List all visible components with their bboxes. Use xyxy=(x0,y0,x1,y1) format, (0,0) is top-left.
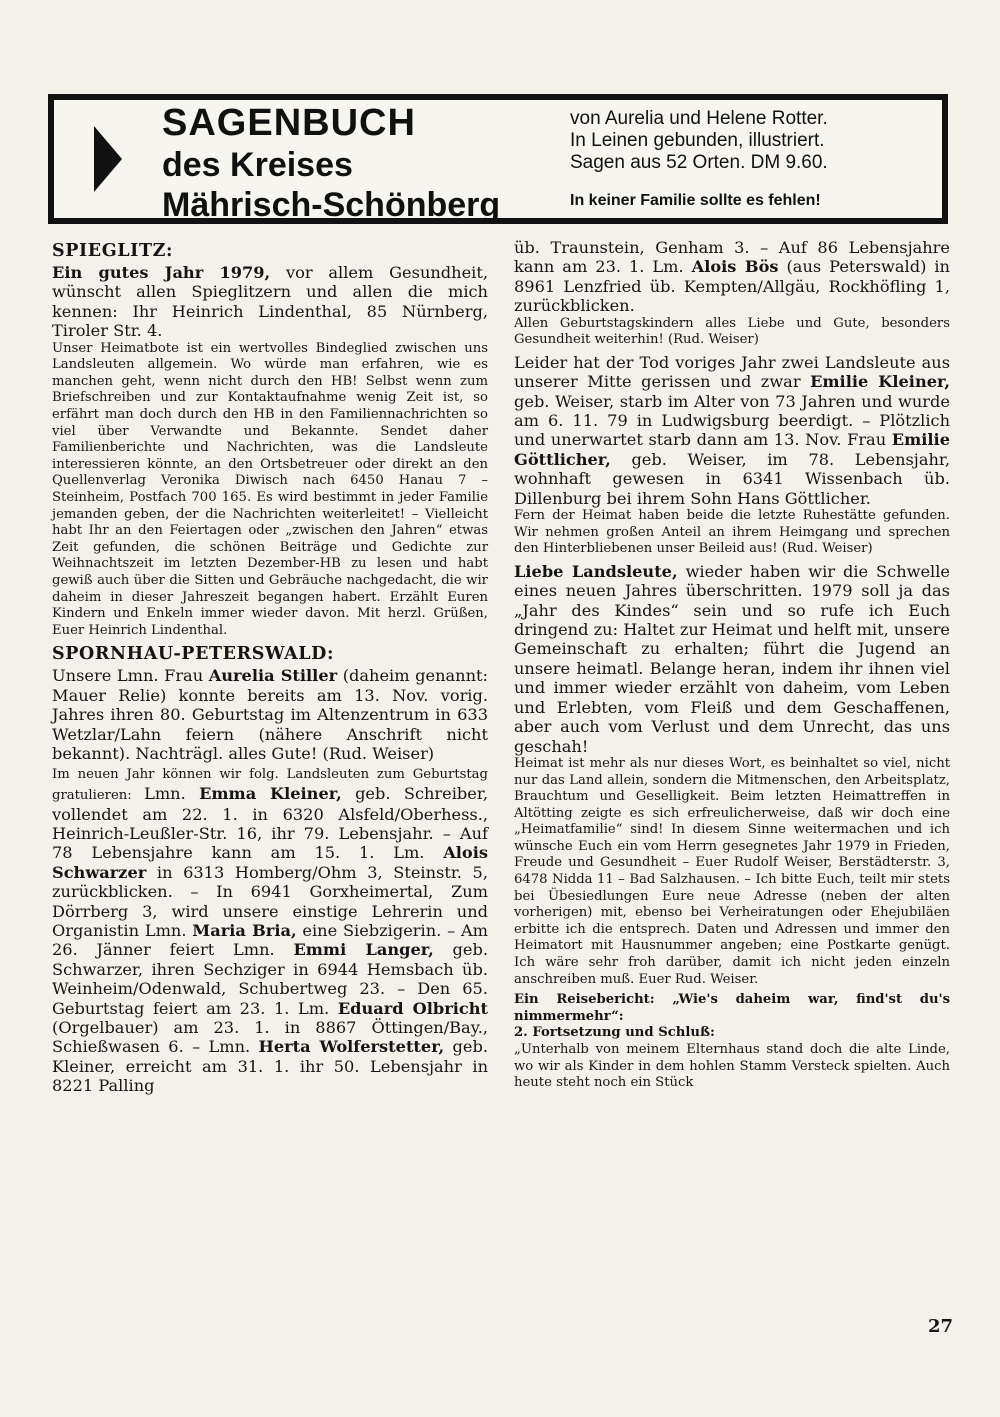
arrow-icon xyxy=(94,126,122,192)
text: Unsere Lmn. Frau xyxy=(52,666,209,686)
ad-price: Sagen aus 52 Orten. DM 9.60. xyxy=(570,152,828,173)
person-name: Alois Bös xyxy=(691,257,779,277)
birthday-list-paragraph xyxy=(52,763,488,1095)
person-name: Herta Wolferstetter, xyxy=(258,1037,445,1057)
section-heading-spieglitz: SPIEGLITZ: xyxy=(52,241,174,261)
boes-birthday-paragraph xyxy=(514,238,950,316)
text: geb. Schwarzer, ihren Sechziger in 6944 Hemsbach üb. Weinheim/Odenwald, Schubertweg 23. – Den 65. Geburtstag feiert am 23. 1. Lm. xyxy=(52,940,488,1018)
ad-details xyxy=(570,108,828,174)
person-name: Emmi Langer, xyxy=(293,940,434,960)
page-number: 27 xyxy=(928,1316,954,1337)
left-column xyxy=(52,238,488,1096)
ad-region: Mährisch-Schönberg xyxy=(162,186,501,224)
greeting-text: vor allem Gesundheit, wünscht allen Spieglitzern und allen die mich kennen: Ihr Heinrich Lindenthal, 85 Nürnberg, Tiroler Str. 4. xyxy=(52,263,488,341)
text: üb. Traunstein, Genham 3. – Auf 86 Lebensjahre kann am 23. 1. Lm. xyxy=(514,238,950,277)
person-name: Alois Schwarzer xyxy=(52,843,488,882)
text: wieder haben wir die Schwelle eines neuen Jahres überschritten. 1979 soll ja das „Jahr des Kindes“ sein und so rufe ich Euch dringend zu: Haltet zur Heimat und helft mit, unsere Gemeinschaft zu erhalten; führt die Jugend an unsere heimatl. Belange heran, indem ihr ihnen viel und immer wieder erzählt von daheim, vom Leben und Erlebten, vom Fleiß und dem Geschaffenen, aber auch vom Verlust und dem Unrecht, das uns geschah! xyxy=(514,561,950,756)
text: geb. Weiser, starb im Alter von 73 Jahren und wurde am 6. 11. 79 in Ludwigsburg beerdigt. – Plötzlich und unerwartet starb dann am 13. Nov. Frau xyxy=(514,391,950,450)
text: Lmn. xyxy=(144,783,200,803)
birthday-wishes: Allen Geburtstagskindern alles Liebe und Gute, besonders Gesundheit weiterhin! (Rud. Weiser) xyxy=(514,315,950,348)
spieglitz-greeting xyxy=(52,263,488,341)
person-name: Aurelia Stiller xyxy=(208,666,338,686)
book-advertisement xyxy=(48,94,948,224)
ad-binding: In Leinen gebunden, illustriert. xyxy=(570,130,825,151)
new-year-letter xyxy=(514,562,950,756)
person-name: Emilie Kleiner, xyxy=(810,372,950,392)
travel-report-heading: Ein Reisebericht: „Wie's daheim war, find'st du's nimmermehr“: xyxy=(514,992,950,1024)
person-name: Maria Bria, xyxy=(192,920,297,940)
section-heading-spornhau: SPORNHAU-PETERSWALD: xyxy=(52,644,335,665)
ad-slogan: In keiner Familie sollte es fehlen! xyxy=(570,192,821,209)
ad-title: SAGENBUCH xyxy=(162,102,416,144)
text: (aus Peterswald) in 8961 Lenzfried üb. Kempten/Allgäu, Rockhöfling 1, zurückblicken. xyxy=(514,257,950,316)
text: geb. Schreiber, vollendet am 22. 1. in 6320 Alsfeld/Oberhess., Heinrich-Leußler-Str. 16, ihr 79. Lebensjahr. – Auf 78 Lebensjahre kann am 15. 1. Lm. xyxy=(52,783,488,863)
greeting-lede: Ein gutes Jahr 1979, xyxy=(52,263,271,282)
letter-salutation: Liebe Landsleute, xyxy=(514,561,678,581)
text: (daheim genannt: Mauer Relie) konnte bereits am 13. Nov. vorig. Jahres ihren 80. Geburtstag im Altenzentrum in 633 Wetzlar/Lahn feiern (nähere Anschrift nicht bekannt). Nachträgl. alles Gute! (Rud. Weiser) xyxy=(52,666,488,763)
text: in 6313 Homberg/Ohm 3, Steinstr. 5, zurückblicken. – In 6941 Gorxheimertal, Zum Dörrberg 3, wird unsere einstige Lehrerin und Organistin Lmn. xyxy=(52,862,488,940)
condolence-paragraph: Fern der Heimat haben beide die letzte Ruhestätte gefunden. Wir nehmen großen Anteil an ihrem Heimgang und sprechen den Hinterbliebenen unser Beileid aus! (Rud. Weiser) xyxy=(514,508,950,557)
person-name: Eduard Olbricht xyxy=(337,998,489,1018)
obituary-paragraph xyxy=(514,353,950,508)
text: eine Siebzigerin. – Am 26. Jänner feiert Lmn. xyxy=(52,920,488,960)
text: Im neuen Jahr können wir folg. Landsleuten zum Geburtstag gratulieren: xyxy=(52,767,488,803)
text: (Orgelbauer) am 23. 1. in 8867 Öttingen/Bay., Schießwasen 6. – Lmn. xyxy=(52,1018,488,1057)
stiller-birthday-paragraph xyxy=(52,666,488,763)
right-column xyxy=(514,238,950,1092)
person-name: Emilie Göttlicher, xyxy=(514,430,950,469)
ad-authors: von Aurelia und Helene Rotter. xyxy=(570,108,828,129)
text: geb. Kleiner, erreicht am 31. 1. ihr 50. Lebensjahr in 8221 Palling xyxy=(52,1037,488,1096)
travel-report-text: „Unterhalb von meinem Elternhaus stand doch die alte Linde, wo wir als Kinder in dem hohlen Stamm Versteck spielten. Auch heute steht noch ein Stück xyxy=(514,1042,950,1091)
ad-subtitle: des Kreises xyxy=(162,146,353,184)
text: geb. Weiser, im 78. Lebensjahr, wohnhaft gewesen in 6341 Wissenbach üb. Dillenburg bei ihrem Sohn Hans Göttlicher. xyxy=(514,449,950,508)
heimat-paragraph: Heimat ist mehr als nur dieses Wort, es beinhaltet so viel, nicht nur das Land allein, sondern die Mitmenschen, den Arbeitsplatz, Brauchtum und Geselligkeit. Beim letzten Heimattreffen in Altötting zeigte es sich erfreulicherweise, daß wir doch eine „Heimatfamilie“ sind! In diesem Sinne weitermachen und ich wünsche Euch ein vom Herrn gesegnetes Jahr 1979 in Frieden, Freude und Gesundheit – Euer Rudolf Weiser, Berstädterstr. 3, 6478 Nidda 11 – Bad Salzhausen. – Ich bitte Euch, teilt mir stets bei Übesiedlungen Eure neue Adresse (neben der alten vorherigen) mit, ebenso bei Verheiratungen oder Ehejubiläen erbitte ich die entsprech. Daten und Adressen und immer den Heimatort mit Hausnummer angeben; eine Postkarte genügt. Ich wäre sehr froh darüber, damit ich nicht jeden einzeln anschreiben muß. Euer Rud. Weiser. xyxy=(514,755,950,987)
text: Leider hat der Tod voriges Jahr zwei Landsleute aus unserer Mitte gerissen und zwar xyxy=(514,352,950,392)
heimatbote-paragraph: Unser Heimatbote ist ein wertvolles Bindeglied zwischen uns Landsleuten allgemein. Wo würde man erfahren, wie es manchen geht, wenn nicht durch den HB! Selbst wenn zum Briefschreiben und zur Kontaktaufnahme wenig Zeit ist, so erfährt man doch durch den HB in den Familiennachrichten so viel über Verwandte und Bekannte. Sendet daher Familienberichte und Nachrichten, was die Landsleute interessieren könnte, an den Ortsbetreuer oder direkt an den Quellenverlag Veronika Diwisch nach 6450 Hanau 7 – Steinheim, Postfach 700 165. Es wird bestimmt in jeder Familie jemanden geben, der die Nachrichten weiterleitet! – Vielleicht habt Ihr an den Feiertagen oder „zwischen den Jahren“ etwas Zeit gefunden, die schönen Beiträge und Gedichte zur Weihnachtszeit im letzten Dezember-HB zu lesen und habt gewiß auch über die Sitten und Gebräuche nachgedacht, die wir daheim in dieser Jahreszeit begangen habert. Erzählt Euren Kindern und Enkeln immer wieder davon. Mit herzl. Grüßen, Euer Heinrich Lindenthal. xyxy=(52,340,488,638)
continuation-heading: 2. Fortsetzung und Schluß: xyxy=(514,1025,715,1041)
person-name: Emma Kleiner, xyxy=(199,783,342,803)
